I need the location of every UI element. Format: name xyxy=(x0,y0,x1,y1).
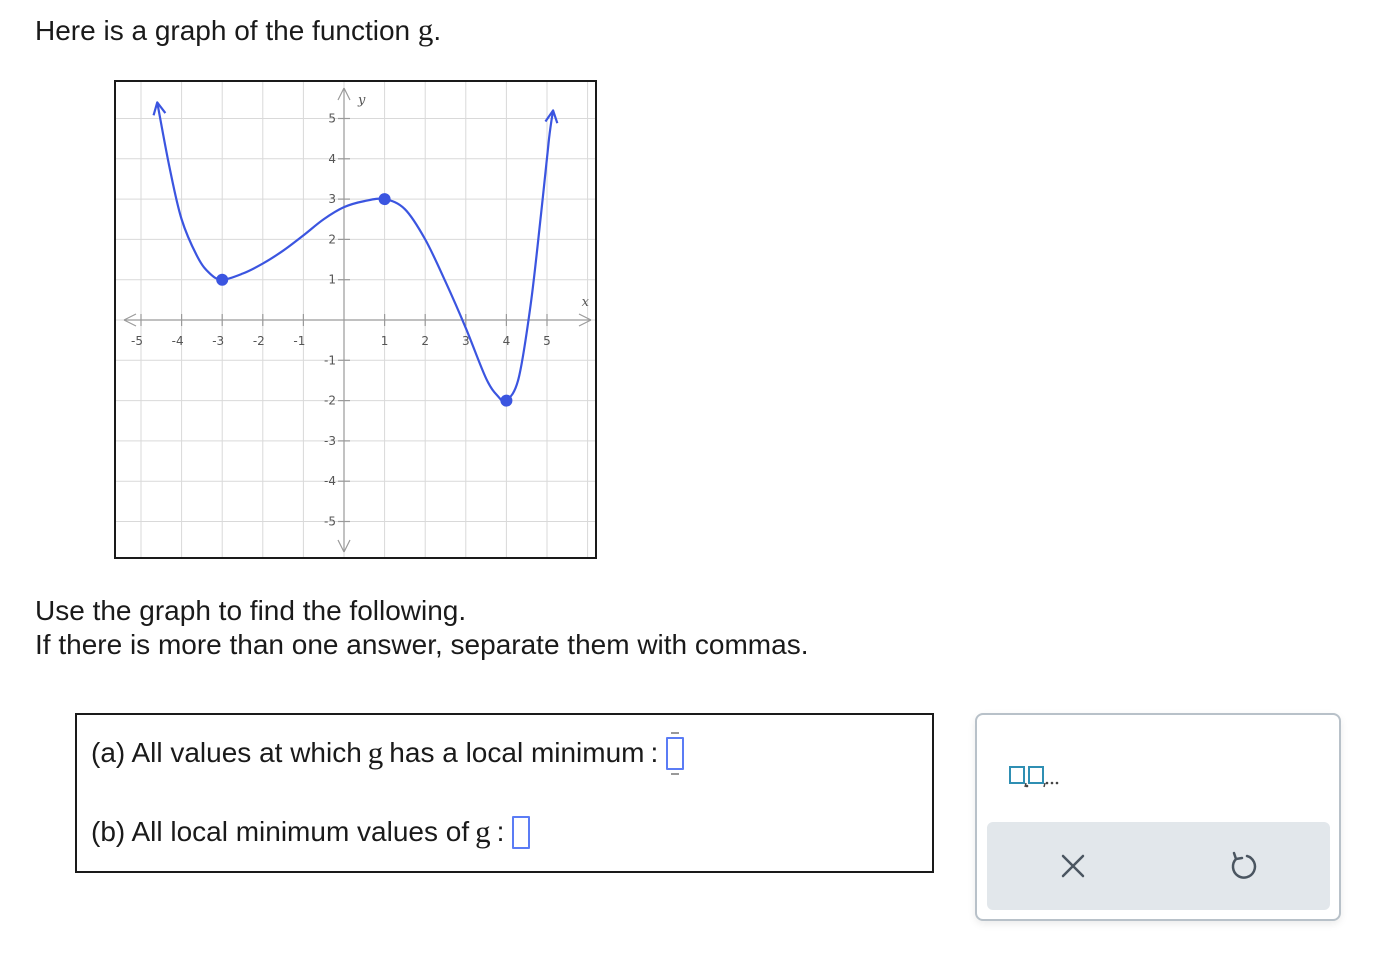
function-graph xyxy=(114,80,597,559)
y-tick-label: -5 xyxy=(324,514,336,529)
close-icon[interactable] xyxy=(1055,848,1091,884)
question-b-prefix: (b) All local minimum values of xyxy=(91,816,470,847)
x-tick-label: 4 xyxy=(502,334,511,348)
curve-point xyxy=(500,395,512,407)
x-tick-label: -3 xyxy=(212,334,225,348)
question-b-func: g xyxy=(475,814,491,849)
y-tick-label: 3 xyxy=(328,192,336,207)
intro-text xyxy=(35,12,441,49)
curve-point xyxy=(379,193,391,205)
answer-box xyxy=(75,713,934,873)
y-tick-label: 4 xyxy=(328,151,336,166)
answer-b-input[interactable] xyxy=(512,816,530,849)
x-tick-label: 5 xyxy=(543,334,551,348)
y-tick-label: -3 xyxy=(324,433,336,448)
intro-label: Here is a graph of the function xyxy=(35,15,411,46)
curve-point xyxy=(216,274,228,286)
question-a-prefix: (a) All values at which xyxy=(91,737,362,768)
question-a-suffix: has a local minimum xyxy=(389,737,645,768)
y-tick-label: -2 xyxy=(324,393,336,408)
instruction-line-1: Use the graph to find the following. xyxy=(35,595,467,626)
question-a-colon: : xyxy=(650,737,659,768)
x-tick-label: -4 xyxy=(171,334,184,348)
answer-a-input[interactable] xyxy=(666,737,684,770)
y-tick-label: -4 xyxy=(324,474,336,489)
question-a xyxy=(91,735,684,771)
question-b xyxy=(91,814,530,850)
graph-canvas xyxy=(116,82,595,557)
list-of-boxes-icon[interactable] xyxy=(1007,759,1087,789)
y-tick-label: 1 xyxy=(328,272,336,287)
x-tick-label: -1 xyxy=(293,334,306,348)
y-tick-label: -1 xyxy=(324,353,336,368)
question-a-func: g xyxy=(367,735,384,770)
answer-tools-panel xyxy=(975,713,1341,921)
function-name: g xyxy=(417,12,434,47)
instruction-line-2: If there is more than one answer, separate them with commas. xyxy=(35,629,809,660)
question-b-colon: : xyxy=(496,816,505,847)
action-bar xyxy=(987,822,1330,910)
x-tick-label: -5 xyxy=(131,334,143,348)
x-tick-label: 3 xyxy=(461,334,470,348)
instructions xyxy=(35,594,808,662)
function-curve xyxy=(157,102,553,401)
x-tick-label: -2 xyxy=(252,334,265,348)
x-tick-label: 1 xyxy=(380,334,389,348)
y-tick-label: 5 xyxy=(328,111,336,126)
intro-period: . xyxy=(433,15,442,46)
undo-icon[interactable] xyxy=(1225,848,1261,884)
y-axis-label: y xyxy=(358,93,366,108)
y-tick-label: 2 xyxy=(328,232,336,247)
x-axis-label: x xyxy=(581,295,589,310)
x-tick-label: 2 xyxy=(421,334,430,348)
